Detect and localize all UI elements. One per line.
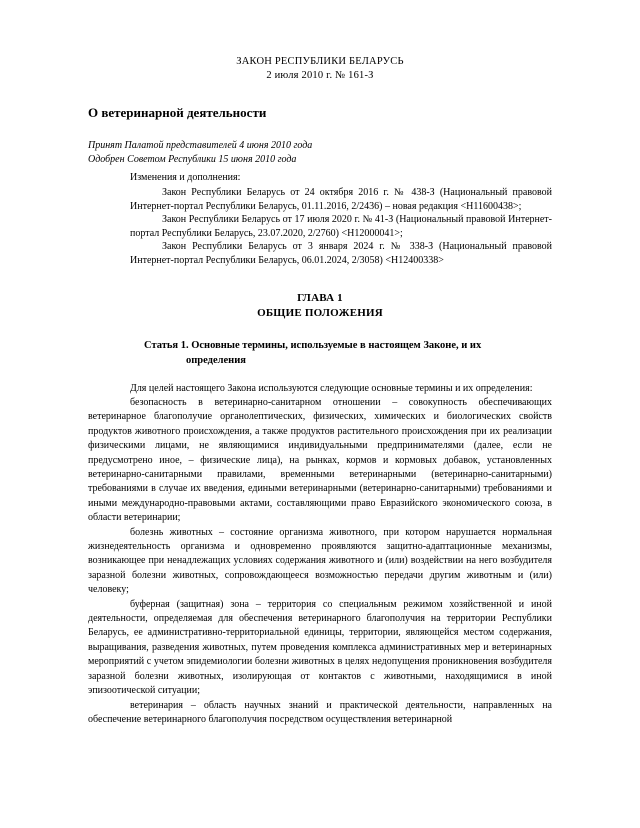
chapter-heading: [88, 291, 552, 321]
law-type-heading: ЗАКОН РЕСПУБЛИКИ БЕЛАРУСЬ: [236, 56, 404, 67]
amendments-heading: Изменения и дополнения:: [130, 172, 241, 183]
amendment-item: Закон Республики Беларусь от 24 октября 2016 г. № 438-З (Национальный правовой Интернет-портал Республики Беларусь, 01.11.2016, 2/2436) – новая редакция <H11600438>;: [130, 187, 552, 212]
document-header: [88, 55, 552, 83]
approved-by-council-line: Одобрен Советом Республики 15 июня 2010 года: [88, 153, 297, 165]
body-paragraph-intro: Для целей настоящего Закона используются следующие основные термины и их определения:: [130, 382, 533, 394]
article-title: [88, 338, 552, 368]
document-title: О ветеринарной деятельности: [88, 105, 267, 120]
adoption-block: [88, 139, 552, 166]
chapter-name: ОБЩИЕ ПОЛОЖЕНИЯ: [257, 306, 383, 319]
amendment-item: Закон Республики Беларусь от 17 июля 2020 г. № 41-З (Национальный правовой Интернет-портал Республики Беларусь, 23.07.2020, 2/2760) <H12000041>;: [130, 214, 552, 239]
chapter-number: ГЛАВА 1: [297, 291, 343, 304]
body-paragraph-term: буферная (защитная) зона – территория со специальным режимом хозяйственной и иной деятельности, определяемая для обеспечения ветеринарного благополучия на территории Республики Беларусь, ее административно-территориальной единицы, территории, являющейся местом содержания, выращивания, разведения животных, путем проведения комплекса административных мер и ветеринарных мероприятий с учетом эпидемиологии болезни животных в целях недопущения проникновения возбудителя заразной болезни животных, изолирующая от контактов с животными, находящимися в иной эпизоотической ситуации;: [88, 598, 552, 697]
body-paragraph-term: болезнь животных – состояние организма животного, при котором нарушается нормальная жизнедеятельность организма и одновременно проявляются защитно-адаптационные механизмы, возникающее при ненадлежащих условиях содержания животного и (или) воздействии на него возбудителя заразной болезни животных, сопровождающееся возможностью передачи другим животным и (или) человеку;: [88, 526, 552, 596]
article-title-line-1: Статья 1. Основные термины, используемые в настоящем Законе, и их: [144, 339, 482, 351]
amendment-item: Закон Республики Беларусь от 3 января 2024 г. № 338-З (Национальный правовой Интернет-портал Республики Беларусь, 06.01.2024, 2/3058) <H12400338>: [130, 241, 552, 266]
article-body: [88, 382, 552, 728]
adopted-by-house-line: Принят Палатой представителей 4 июня 2010 года: [88, 140, 313, 151]
body-paragraph-term: ветеринария – область научных знаний и практической деятельности, направленных на обеспечение ветеринарного благополучия посредством осуществления ветеринарной: [88, 699, 552, 725]
article-title-line-2: определения: [186, 354, 246, 366]
law-date-number: 2 июля 2010 г. № 161-З: [266, 70, 374, 81]
amendments-list: [88, 186, 552, 268]
body-paragraph-term: безопасность в ветеринарно-санитарном отношении – совокупность обеспечивающих ветеринарное благополучие органолептических, физических, химических и биологических свойств продуктов животного происхождения, а также продуктов растительного происхождения при их реализации физическими лицами, не являющимися индивидуальными предпринимателями (далее, если не предусмотрено иное, – физические лица), на рынках, кормов и кормовых добавок, установленных ветеринарно-санитарными правилами, временными ветеринарными (ветеринарно-санитарными) требованиями в случае их введения, едиными ветеринарными (ветеринарно-санитарными) требованиями и иными международно-правовыми актами, составляющими право Евразийского экономического союза, в области ветеринарии;: [88, 396, 552, 524]
